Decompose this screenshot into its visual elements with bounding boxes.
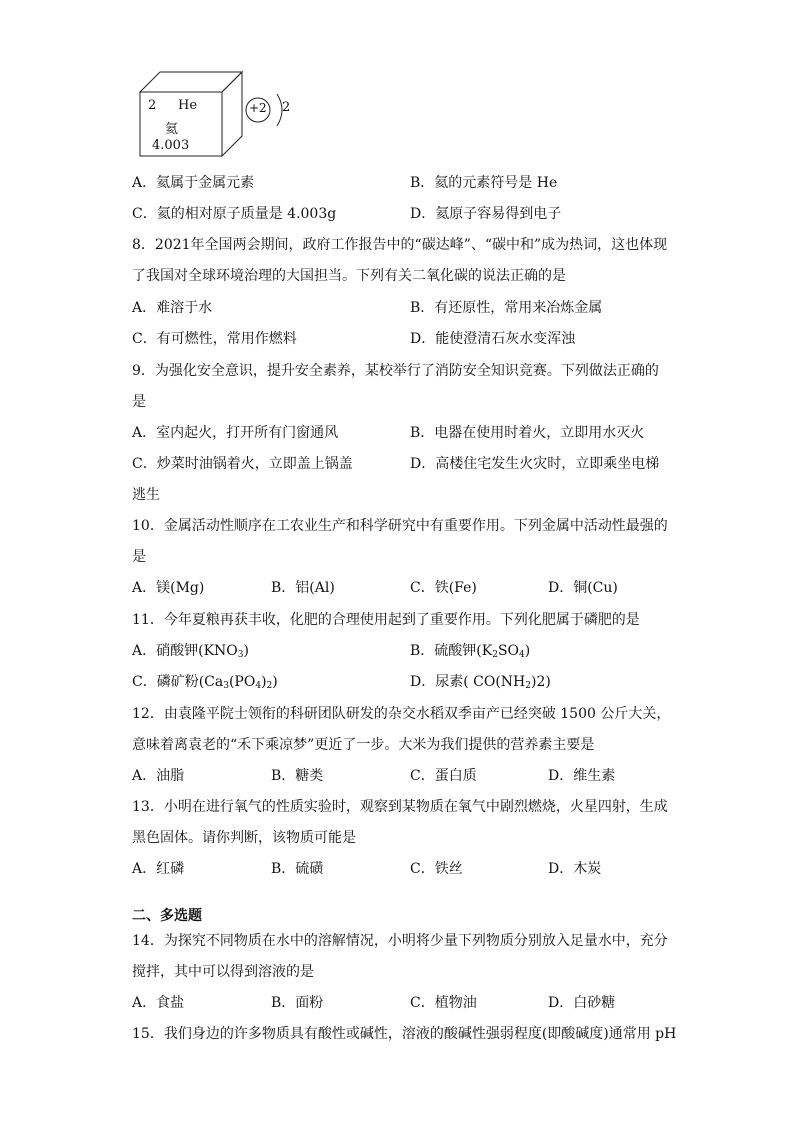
q14-option-b[interactable]: B．面粉 [271,995,324,1011]
q8-option-b[interactable]: B．有还原性，常用来冶炼金属 [410,300,603,316]
q13-stem-line1: 13．小明在进行氧气的性质实验时，观察到某物质在氧气中剧烈燃烧，火星四射，生成 [132,799,668,815]
q10-stem-line2: 是 [132,549,146,565]
q11-c-sub2: 4 [255,681,262,691]
element-symbol: He [178,98,198,113]
helium-element-card [140,92,222,156]
q13-option-b[interactable]: B．硫磺 [271,861,324,877]
q11-c-mid: (PO [228,674,256,690]
atom-nucleus-charge: +2 [249,101,267,115]
q8-stem-line2: 了我国对全球环境治理的大国担当。下列有关二氧化碳的说法正确的是 [132,268,566,284]
q12-stem-line2: 意味着离袁老的“禾下乘凉梦”更近了一步。大米为我们提供的营养素主要是 [132,737,595,753]
q11-b-mid: SO [497,643,520,659]
q11-option-d[interactable] [410,671,551,691]
q12-stem-line1: 12．由袁隆平院士领衔的科研团队研发的杂交水稻双季亩产已经突破 1500 公斤大关， [132,706,671,722]
q11-b-text: B．硫酸钾(K [410,643,493,659]
atom-shell-electrons: 2 [282,100,291,115]
q10-option-a[interactable]: A．镁(Mg) [132,580,205,596]
q7-option-a[interactable]: A．氦属于金属元素 [132,175,255,191]
q8-stem-line1: 8．2021年全国两会期间，政府工作报告中的“碳达峰”、“碳中和”成为热词，这也体现 [132,237,668,253]
section-multiple-choice-title: 二、多选题 [132,908,202,924]
q10-option-d[interactable]: D．铜(Cu) [548,580,618,596]
q9-option-d-continued: 逃生 [132,487,160,503]
element-atomic-mass: 4.003 [152,138,190,153]
element-name: 氦 [165,122,179,137]
q12-option-c[interactable]: C．蛋白质 [410,768,477,784]
q15-stem-line1: 15．我们身边的许多物质具有酸性或碱性，溶液的酸碱性强弱程度(即酸碱度)通常用 pH [132,1026,677,1042]
q8-option-c[interactable]: C．有可燃性，常用作燃料 [132,331,297,347]
q7-option-b[interactable]: B．氦的元素符号是 He [410,175,558,191]
q11-option-a[interactable] [132,640,249,660]
q11-c-mid2: ) [261,674,267,690]
q10-option-b[interactable]: B．铝(Al) [271,580,335,596]
q14-stem-line2: 搅拌，其中可以得到溶液的是 [132,964,314,980]
q11-a-text: A．硝酸钾(KNO [132,643,238,659]
q11-c-close: ) [272,674,278,690]
q11-a-sub: 3 [237,650,244,660]
q13-stem-line2: 黑色固体。请你判断，该物质可能是 [132,830,356,846]
helium-atom-structure-diagram [244,92,294,128]
q9-stem-line2: 是 [132,394,146,410]
q11-c-text: C．磷矿粉(Ca [132,674,224,690]
q10-option-c[interactable]: C．铁(Fe) [410,580,477,596]
q9-stem-line1: 9．为强化安全意识，提升安全素养，某校举行了消防安全知识竞赛。下列做法正确的 [132,363,659,379]
q13-option-d[interactable]: D．木炭 [548,861,602,877]
q11-d-close: )2) [530,674,551,690]
q11-d-sub: 2 [525,681,531,691]
q8-option-a[interactable]: A．难溶于水 [132,300,213,316]
q9-option-c[interactable]: C．炒菜时油锅着火，立即盖上锅盖 [132,456,353,472]
q12-option-d[interactable]: D．维生素 [548,768,616,784]
q12-option-a[interactable]: A．油脂 [132,768,185,784]
q14-stem-line1: 14．为探究不同物质在水中的溶解情况，小明将少量下列物质分别放入足量水中，充分 [132,933,668,949]
q8-option-d[interactable]: D．能使澄清石灰水变浑浊 [410,331,576,347]
element-atomic-number: 2 [148,98,157,113]
q10-stem-line1: 10．金属活动性顺序在工农业生产和科学研究中有重要作用。下列金属中活动性最强的 [132,518,668,534]
q11-stem-line1: 11．今年夏粮再获丰收，化肥的合理使用起到了重要作用。下列化肥属于磷肥的是 [132,612,640,628]
q11-option-b[interactable] [410,640,530,660]
q14-option-a[interactable]: A．食盐 [132,995,185,1011]
q11-c-sub3: 2 [266,681,273,691]
q11-a-close: ) [243,643,249,659]
q13-option-a[interactable]: A．红磷 [132,861,185,877]
q14-option-c[interactable]: C．植物油 [410,995,477,1011]
q7-option-c[interactable]: C．氦的相对原子质量是 4.003g [132,206,337,222]
q11-d-text: D．尿素( CO(NH [410,674,526,690]
q11-b-sub1: 2 [492,650,498,660]
q11-option-c[interactable] [132,671,278,691]
q11-b-close: ) [524,643,531,659]
q9-option-d[interactable]: D．高楼住宅发生火灾时，立即乘坐电梯 [410,456,660,472]
q12-option-b[interactable]: B．糖类 [271,768,324,784]
q14-option-d[interactable]: D．白砂糖 [548,995,616,1011]
q11-c-sub1: 3 [223,681,229,691]
q11-b-sub2: 4 [519,650,525,660]
q7-option-d[interactable]: D．氦原子容易得到电子 [410,206,562,222]
q9-option-b[interactable]: B．电器在使用时着火，立即用水灭火 [410,425,645,441]
q13-option-c[interactable]: C．铁丝 [410,861,463,877]
q9-option-a[interactable]: A．室内起火，打开所有门窗通风 [132,425,339,441]
